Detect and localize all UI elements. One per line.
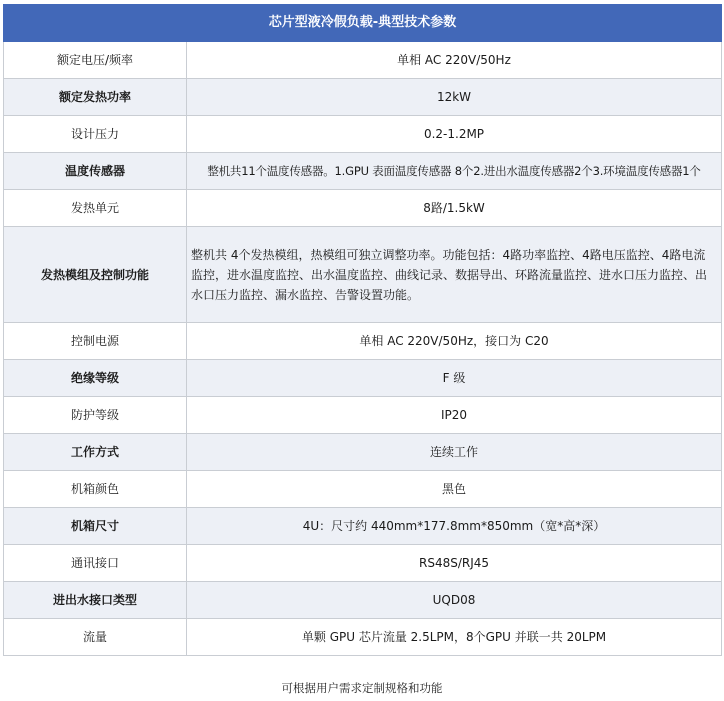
param-name: 机箱尺寸 [4,508,187,545]
param-value: IP20 [187,397,722,434]
param-name: 进出水接口类型 [4,582,187,619]
table-row [4,471,722,508]
param-value: 8路/1.5kW [187,190,722,227]
table-row [4,153,722,190]
param-value: 12kW [187,79,722,116]
param-name: 发热模组及控制功能 [4,227,187,323]
table-row [4,582,722,619]
param-value: 整机共 4个发热模组，热模组可独立调整功率。功能包括：4路功率监控、4路电压监控、4路电流监控，进水温度监控、出水温度监控、曲线记录、数据导出、环路流量监控、进水口压力监控、出水口压力监控、漏水监控、告警设置功能。 [187,227,722,323]
param-value: 连续工作 [187,434,722,471]
param-value: 黑色 [187,471,722,508]
table-row [4,116,722,153]
table-row [4,79,722,116]
table-row [4,323,722,360]
param-name: 流量 [4,619,187,656]
table-row [4,397,722,434]
spec-table [3,4,722,656]
table-row [4,42,722,79]
table-row [4,360,722,397]
param-value: F 级 [187,360,722,397]
param-value: UQD08 [187,582,722,619]
param-name: 工作方式 [4,434,187,471]
param-name: 通讯接口 [4,545,187,582]
param-value: RS48S/RJ45 [187,545,722,582]
table-row [4,434,722,471]
param-value: 单颗 GPU 芯片流量 2.5LPM，8个GPU 并联一共 20LPM [187,619,722,656]
param-name: 温度传感器 [4,153,187,190]
table-row [4,508,722,545]
table-title: 芯片型液冷假负载-典型技术参数 [4,5,722,42]
footnote: 可根据用户需求定制规格和功能 [281,681,443,695]
param-name: 绝缘等级 [4,360,187,397]
param-name: 额定电压/频率 [4,42,187,79]
param-name: 机箱颜色 [4,471,187,508]
param-name: 防护等级 [4,397,187,434]
param-value: 0.2-1.2MP [187,116,722,153]
param-name: 额定发热功率 [4,79,187,116]
param-name: 设计压力 [4,116,187,153]
param-value: 整机共11个温度传感器。1.GPU 表面温度传感器 8个2.进出水温度传感器2个3.环境温度传感器1个 [187,153,722,190]
param-name: 发热单元 [4,190,187,227]
table-row [4,619,722,656]
table-row [4,545,722,582]
table-row [4,190,722,227]
param-value: 单相 AC 220V/50Hz [187,42,722,79]
param-value: 单相 AC 220V/50Hz，接口为 C20 [187,323,722,360]
table-title-row [4,5,722,42]
param-value: 4U：尺寸约 440mm*177.8mm*850mm（宽*高*深） [187,508,722,545]
param-name: 控制电源 [4,323,187,360]
table-row [4,227,722,323]
